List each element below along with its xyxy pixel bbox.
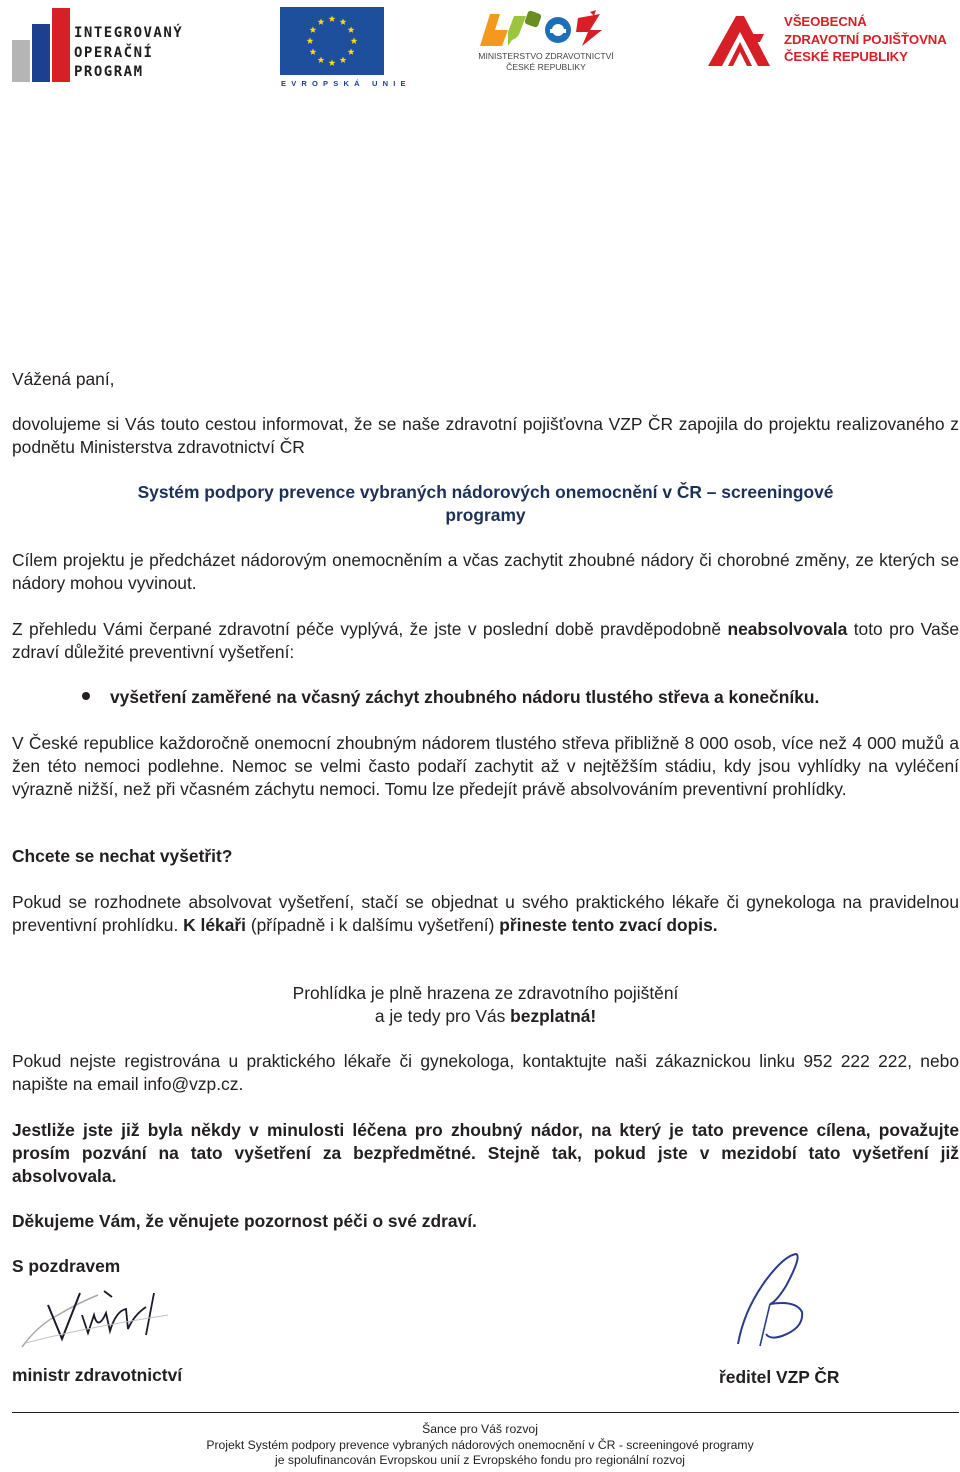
goal-paragraph: Cílem projektu je předcházet nádorovým onemocněním a včas zachytit zhoubné nádory či chorobné změny, ze kterých se nádory mohou vyvinout. [12,550,959,593]
signatory-right: ředitel VZP ČR [719,1367,840,1387]
vzp-logo-line: ČESKÉ REPUBLIKY [784,49,908,64]
bullet-item: vyšetření zaměřené na včasný záchyt zhoubného nádoru tlustého střeva a konečníku. [110,687,820,707]
stats-text: V České republice každoročně onemocní zhoubným nádorem tlustého střeva přibližně 8 000 osob, více než 4 000 mužů a žen této nemoci podlehne. [12,733,959,776]
exclusion-paragraph: Jestliže jste již byla někdy v minulosti léčena pro zhoubný nádor, na který je tato prevence cílena, považujte prosím pozvání na tato vyšetření za bezpředmětné. Stejně tak, pokud jste v mezidobí tato vyšetření již absolvovala. [12,1120,959,1186]
iop-logo-mark [32,24,50,82]
program-title [12,481,959,527]
care-text: Z přehledu Vámi čerpané zdravotní péče vyplývá, že jste v poslední době pravděpodobně [12,619,722,639]
question-heading: Chcete se nechat vyšetřit? [12,846,233,866]
iop-logo-mark [12,40,30,82]
footer-line: Projekt Systém podpory prevence vybraných nádorových onemocnění v ČR - screeningové programy [206,1437,754,1452]
free-notice-line: Prohlídka je plně hrazena ze zdravotního pojištění [292,983,679,1003]
stats-text: Tomu lze předejít právě absolvováním preventivní prohlídky. [384,779,847,799]
signature-left [18,1285,178,1355]
thanks-line: Děkujeme Vám, že věnujete pozornost péči o své zdraví. [12,1211,477,1231]
iop-logo-line: OPERAČNÍ [74,44,154,61]
footer-line: je spolufinancován Evropskou unií z Evropského fondu pro regionální rozvoj [275,1453,685,1468]
vzp-logo [706,12,956,72]
intro-paragraph: dovolujeme si Vás touto cestou informovat, že se naše zdravotní pojišťovna VZP ČR zapojila do projektu realizovaného z podnětu Ministerstva zdravotnictví ČR [12,414,959,457]
stats-paragraph [12,732,959,801]
iop-logo-line: INTEGROVANÝ [74,25,184,41]
mzcr-logo-line: MINISTERSTVO ZDRAVOTNICTVÍ [478,51,614,61]
signature-right [730,1250,850,1350]
program-title-line: programy [445,505,526,525]
signatory-left: ministr zdravotnictví [12,1365,183,1385]
free-notice [12,982,959,1028]
iop-logo [12,8,194,80]
eu-caption: EVROPSKÁ UNIE [281,79,411,88]
care-paragraph [12,618,959,664]
vzp-logo-mark [706,14,772,68]
contact-paragraph: Pokud nejste registrována u praktického lékaře či gynekologa, kontaktujte naši zákaznickou linku 952 222 222, nebo napište na email info@vzp.cz. [12,1051,959,1094]
salutation: Vážená paní, [12,369,115,389]
iop-logo-mark [52,8,70,82]
instructions-text: Pokud se rozhodnete absolvovat vyšetření, stačí se objednat u svého praktického lékaře či gynekologa na pravidelnou preventivní prohlídku. [12,892,959,935]
care-emphasis: neabsolvovala [727,619,848,639]
eu-logo [280,7,411,89]
mzcr-logo-line: ČESKÉ REPUBLIKY [506,62,586,72]
eu-flag [280,7,384,75]
care-text: toto pro Vaše zdraví důležité preventivní vyšetření: [12,619,959,662]
instructions-emphasis: přineste tento zvací dopis. [499,915,718,935]
program-title-line: Systém podpory prevence vybraných nádorových onemocnění v ČR – screeningové [137,482,834,502]
footer-rule [12,1412,959,1413]
vzp-logo-line: VŠEOBECNÁ [784,14,867,29]
instructions-emphasis: K lékaři [183,915,246,935]
instructions-paragraph [12,891,959,937]
instructions-text: (případně i k dalšímu vyšetření) [250,915,495,935]
mzcr-logo [478,10,618,74]
stats-text: Nemoc se velmi často podaří zachytit až v nejtěžším stádiu, kdy jsou vyhlídky na vyléčení výrazně nižší, než při včasném záchytu nemoci. [12,756,959,799]
free-emphasis: bezplatná! [510,1006,597,1026]
footer [0,1422,960,1469]
mzcr-logo-mark [478,10,614,48]
iop-logo-line: PROGRAM [74,64,144,80]
bullet-marker [82,692,90,700]
vzp-logo-line: ZDRAVOTNÍ POJIŠŤOVNA [784,31,947,47]
free-notice-line: a je tedy pro Vás bezplatná! [374,1006,597,1026]
footer-line: Šance pro Váš rozvoj [422,1422,538,1436]
closing-line: S pozdravem [12,1256,121,1276]
